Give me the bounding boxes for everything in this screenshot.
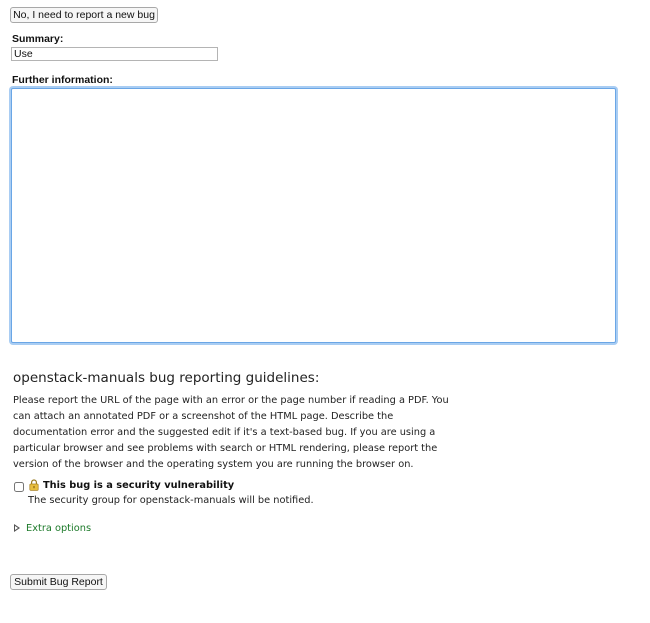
guidelines-text: Please report the URL of the page with an error or the page number if reading a PDF. You can attach an annotated PDF or a screenshot of the HTML page. Describe the documentation error and the suggested edit if it's a text-based bug. If you are using a particular browser and see problems with search or HTML rendering, please report the version of the browser and the operating system you are running the browser on. [13,395,449,470]
security-vulnerability-label[interactable]: This bug is a security vulnerability [43,480,235,491]
summary-label: Summary: [12,33,64,45]
security-vulnerability-checkbox[interactable] [14,482,24,492]
extra-options-toggle[interactable] [14,521,91,535]
report-new-bug-button[interactable]: No, I need to report a new bug [10,7,158,23]
submit-bug-report-button[interactable]: Submit Bug Report [10,574,107,590]
security-notification-text: The security group for openstack-manuals will be notified. [28,495,314,506]
triangle-right-icon [14,524,20,532]
further-information-label: Further information: [12,74,113,86]
lock-icon [29,479,39,491]
extra-options-label: Extra options [26,522,92,534]
further-information-textarea[interactable] [11,88,616,343]
summary-input[interactable] [11,47,218,61]
guidelines-title: openstack-manuals bug reporting guidelines: [13,370,320,386]
